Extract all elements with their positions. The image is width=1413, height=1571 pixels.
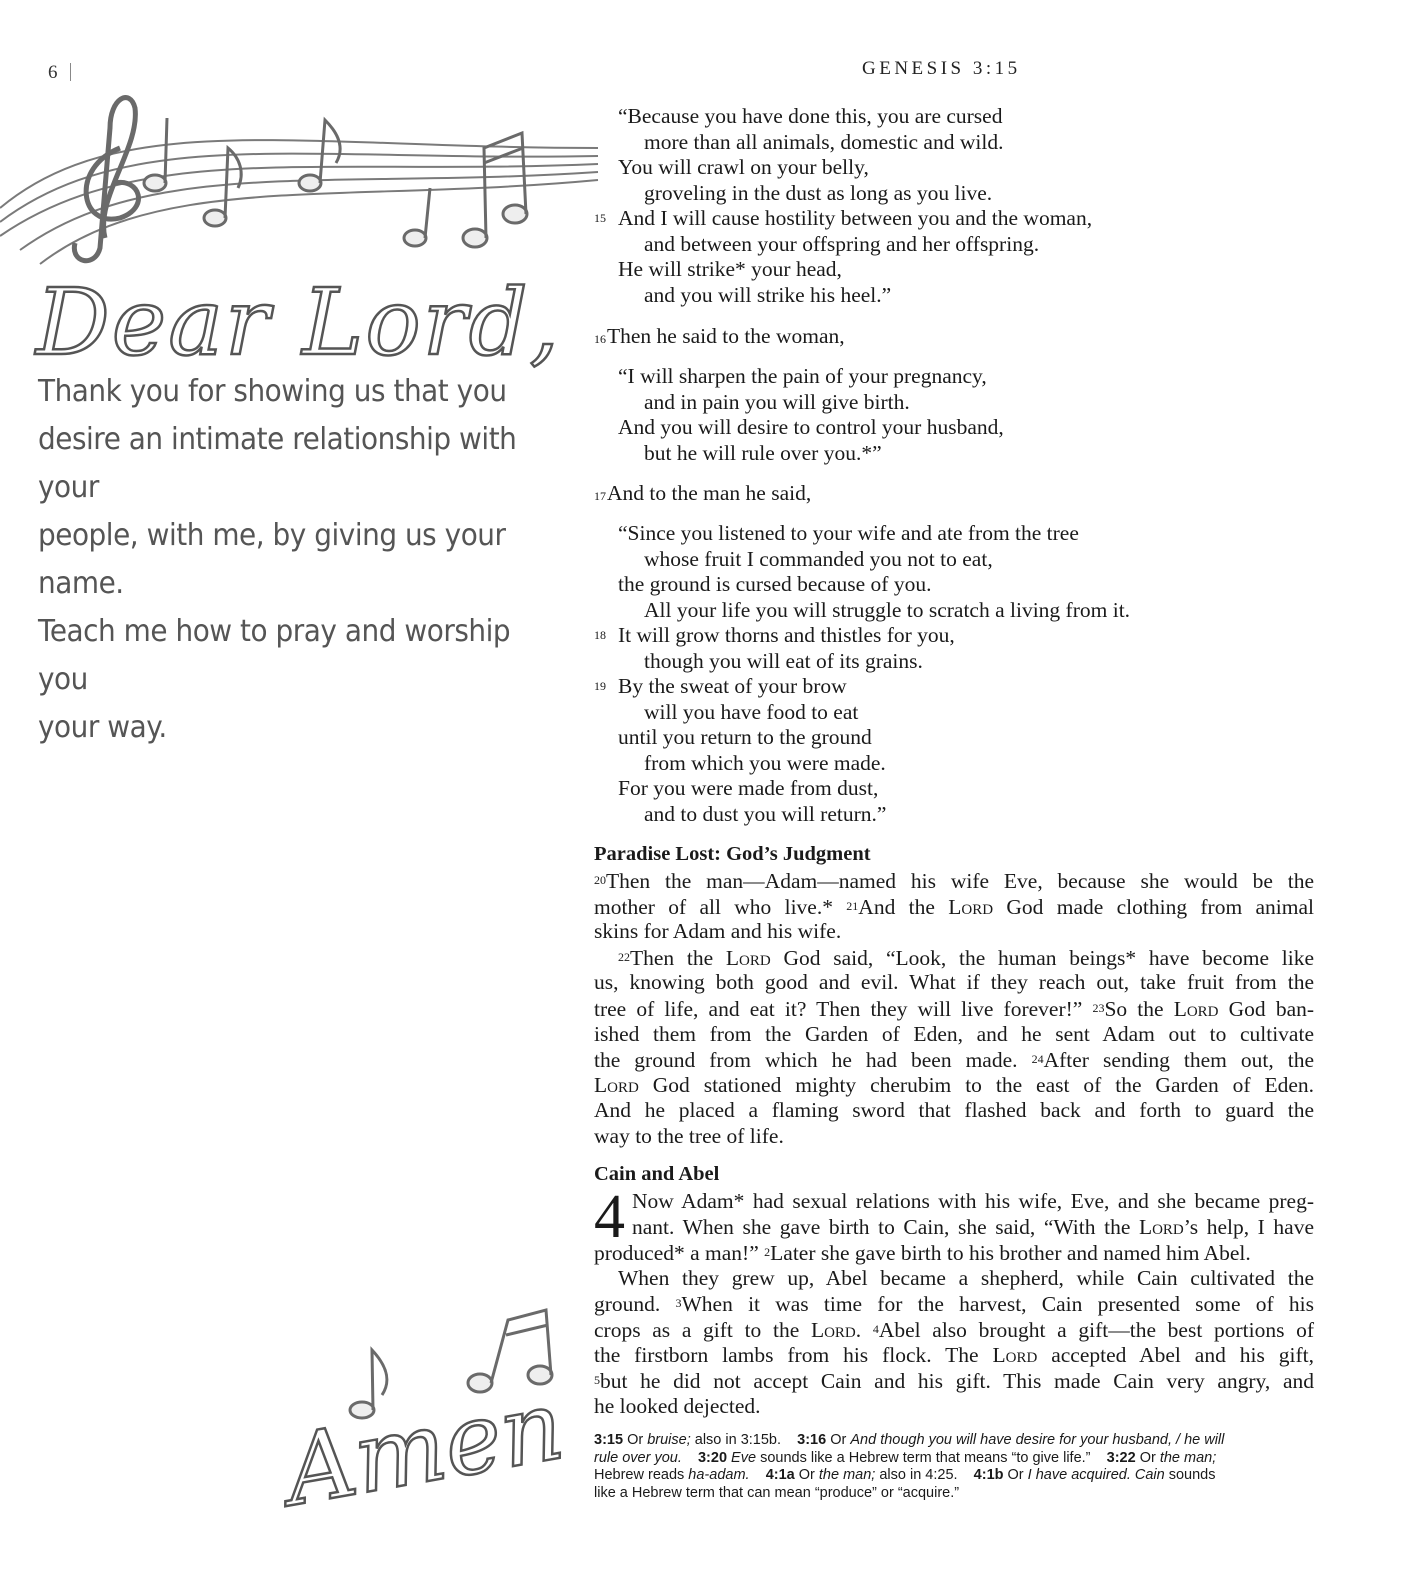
prose-line: ground. $^3$When it was time for the harvest, Cain presented some of his <box>594 1292 1314 1317</box>
poem-line: the ground is cursed because of you. <box>618 572 932 596</box>
prayer-line: Thank you for showing us that you <box>38 374 507 409</box>
amen-lettering <box>277 1305 582 1528</box>
prose-line: crops as a gift to the Lord. $^4$Abel also brought a gift—the best portions of <box>594 1317 1315 1342</box>
verse-number: 24 <box>1031 1052 1044 1067</box>
poem-block <box>594 521 1314 827</box>
prose-block <box>594 1189 1314 1419</box>
prose-line: When they grew up, Abel became a shepherd, while Cain cultivated the <box>618 1265 1314 1290</box>
verse-number: 17 <box>594 489 606 503</box>
poem-line: “I will sharpen the pain of your pregnancy, <box>618 364 987 388</box>
verse-number: 23 <box>1092 1000 1105 1015</box>
verse-number: 21 <box>846 898 859 913</box>
poem-line: And you will desire to control your husband, <box>618 415 1004 439</box>
poem-line: and you will strike his heel.” <box>644 282 892 307</box>
footnote-line: 3:15 Or bruise; also in 3:15b. 3:16 Or And though you will have desire for your husband, / he will <box>594 1432 1225 1448</box>
poem-line: 18 It will grow thorns and thistles for you, <box>594 623 955 647</box>
prayer-line: your way. <box>38 710 167 745</box>
prose-line: nant. When she gave birth to Cain, she said, “With the Lord’s help, I have <box>632 1214 1314 1239</box>
poem-line: For you were made from dust, <box>618 776 879 800</box>
verse-number: 15 <box>594 211 606 225</box>
prose-line: skins for Adam and his wife. <box>594 919 842 944</box>
verse-number: 20 <box>594 873 606 887</box>
prose-line: us, knowing both good and evil. What if they reach out, take fruit from the <box>594 970 1314 995</box>
poem-line: “Since you listened to your wife and ate from the tree <box>618 521 1079 545</box>
music-staff-illustration <box>0 88 600 278</box>
prayer-line: desire an intimate relationship with your <box>38 422 517 505</box>
narrative-line: 16Then he said to the woman, <box>594 324 845 348</box>
prayer-text <box>38 368 540 752</box>
poem-line: though you will eat of its grains. <box>644 648 923 673</box>
prose-line: $^{20}$Then the man—Adam—named his wife Eve, because she would be the <box>594 869 1314 893</box>
prose-line: Now Adam* had sexual relations with his wife, Eve, and she became preg- <box>632 1189 1314 1213</box>
prose-line: Lord God stationed mighty cherubim to the east of the Garden of Eden. <box>594 1072 1315 1097</box>
music-note-icon <box>144 118 527 247</box>
poem-line: 19 By the sweat of your brow <box>594 674 847 698</box>
poem-line: You will crawl on your belly, <box>618 155 869 179</box>
prayer-line: Teach me how to pray and worship you <box>38 614 511 697</box>
poem-line: All your life you will struggle to scratch a living from it. <box>644 597 1131 622</box>
poem-line: and in pain you will give birth. <box>644 389 910 414</box>
prose-line: $^{22}$Then the Lord God said, “Look, the human beings* have become like <box>618 945 1314 970</box>
verse-number: 4 <box>872 1321 879 1336</box>
poem-line: will you have food to eat <box>644 699 859 724</box>
section-heading: Cain and Abel <box>594 1163 720 1185</box>
poem-line: until you return to the ground <box>618 725 872 749</box>
footnote-line: like a Hebrew term that can mean “produce” or “acquire.” <box>594 1484 960 1501</box>
footnote-line: rule over you. 3:20 Eve sounds like a Hebrew term that means “to give life.” 3:22 Or the man; <box>594 1449 1217 1466</box>
poem-line: He will strike* your head, <box>618 257 842 281</box>
prose-line: $^5$but he did not accept Cain and his gift. This made Cain very angry, and <box>594 1369 1314 1394</box>
poem-line: “Because you have done this, you are cursed <box>618 104 1003 128</box>
poem-line: whose fruit I commanded you not to eat, <box>644 546 993 571</box>
verse-number: 22 <box>618 949 630 964</box>
page-number: 6 <box>48 62 71 84</box>
dear-lord-text: Dear Lord, <box>36 269 561 376</box>
prose-line: And he placed a flaming sword that flashed back and forth to guard the <box>594 1098 1314 1123</box>
poem-line: more than all animals, domestic and wild. <box>644 129 1004 154</box>
verse-number: 5 <box>594 1373 600 1388</box>
verse-number: 19 <box>594 679 606 693</box>
chapter-number: 4 <box>594 1183 625 1251</box>
prayer-line: people, with me, by giving us your name. <box>38 518 506 601</box>
prose-line: the firstborn lambs from his flock. The Lord accepted Abel and his gift, <box>594 1342 1314 1367</box>
footnote-line: Hebrew reads ha-adam. 4:1a Or the man; also in 4:25. 4:1b Or I have acquired. Cain sounds <box>594 1467 1216 1483</box>
prose-block <box>594 868 1314 1150</box>
poem-line: 15 And I will cause hostility between you and the woman, <box>594 206 1093 230</box>
poem-block <box>594 104 1314 308</box>
prose-line: the ground from which he had been made. $^{24}$After sending them out, the <box>594 1048 1315 1073</box>
narrative-line: 17And to the man he said, <box>594 481 812 505</box>
verse-number: 2 <box>764 1245 771 1260</box>
poem-line: but he will rule over you.*” <box>644 440 882 465</box>
dear-lord-lettering <box>34 262 561 382</box>
poem-block <box>594 364 1314 466</box>
running-head: GENESIS 3:15 <box>862 58 1021 79</box>
section-heading: Paradise Lost: God’s Judgment <box>594 843 871 865</box>
prose-line: way to the tree of life. <box>594 1123 784 1148</box>
poem-line: groveling in the dust as long as you live. <box>644 180 993 205</box>
prose-line: mother of all who live.* $^{21}$And the Lord God made clothing from animal <box>594 894 1315 919</box>
amen-text: Amen <box>277 1368 572 1528</box>
verse-number: 18 <box>594 628 606 642</box>
poem-line: and between your offspring and her offspring. <box>644 231 1040 256</box>
prose-line: tree of life, and eat it? Then they will live forever!” $^{23}$So the Lord God ban- <box>594 996 1315 1021</box>
verse-number: 3 <box>675 1296 682 1311</box>
prose-line: he looked dejected. <box>594 1393 761 1418</box>
verse-number: 16 <box>594 332 606 346</box>
poem-line: from which you were made. <box>644 750 886 775</box>
prose-line: ished them from the Garden of Eden, and he sent Adam out to cultivate <box>594 1021 1314 1046</box>
prose-line: produced* a man!” $^2$Later she gave birth to his brother and named him Abel. <box>594 1241 1251 1266</box>
poem-line: and to dust you will return.” <box>644 801 887 826</box>
footnotes <box>594 1432 1314 1502</box>
